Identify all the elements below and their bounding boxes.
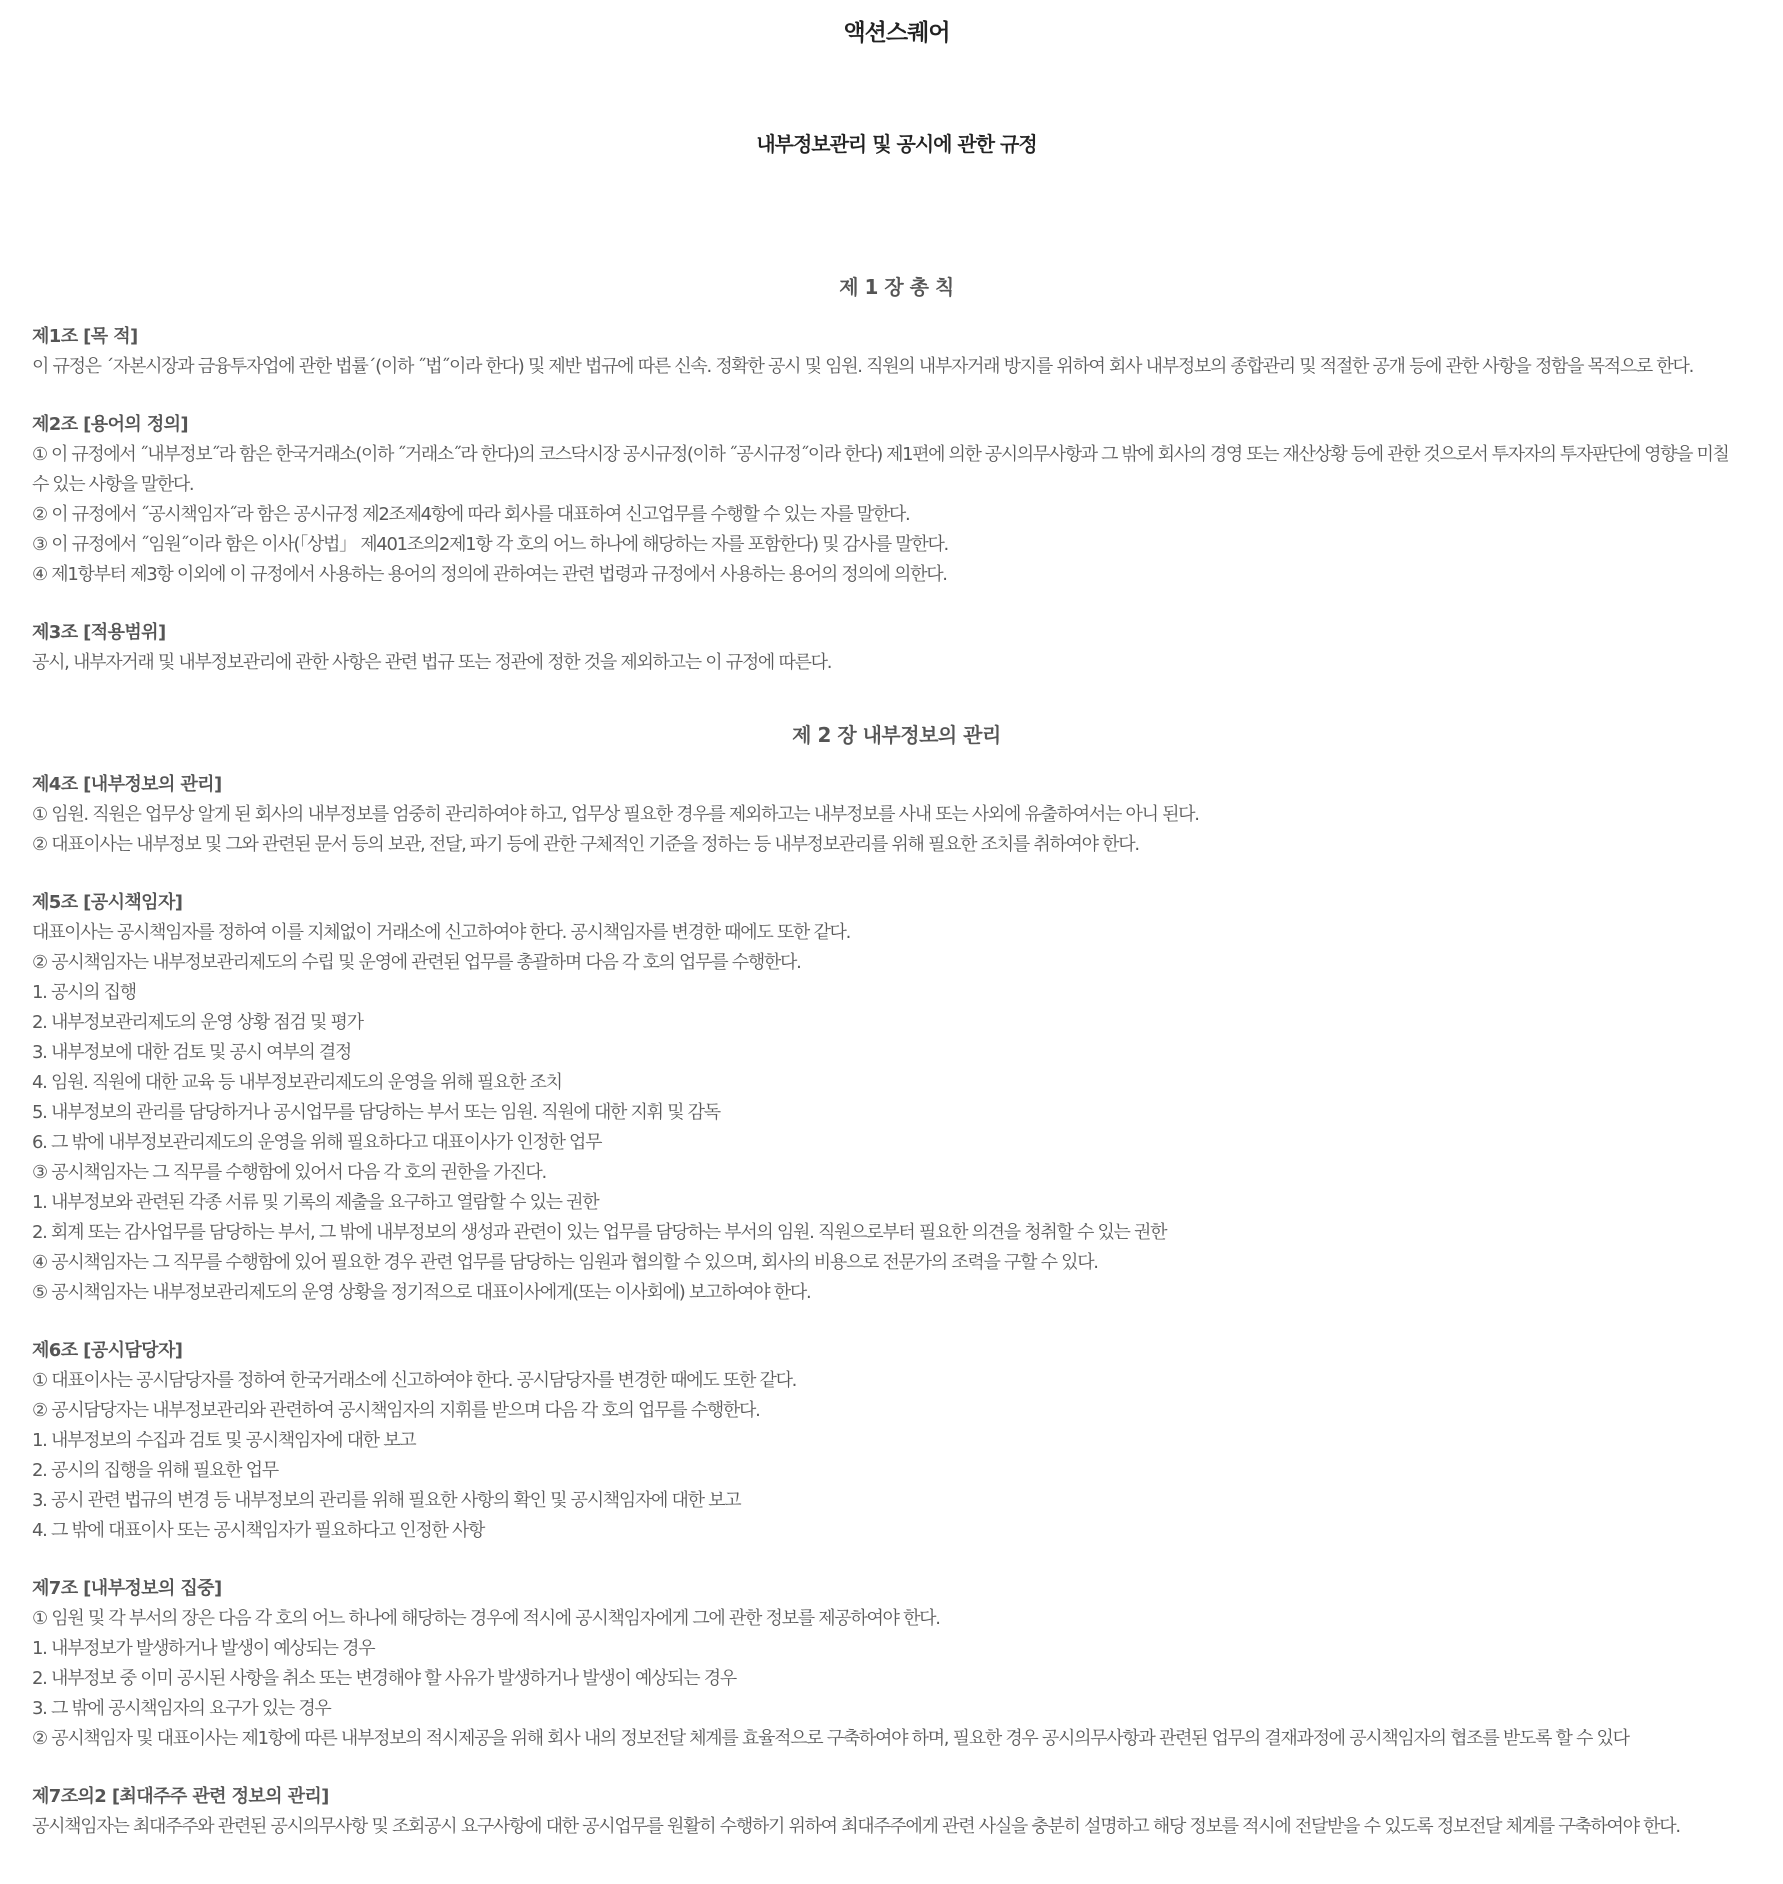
- article-text: 3. 그 밖에 공시책임자의 요구가 있는 경우: [32, 1698, 331, 1719]
- article-text: 1. 공시의 집행: [32, 982, 136, 1003]
- article-text: ⑤ 공시책임자는 내부정보관리제도의 운영 상황을 정기적으로 대표이사에게(또는 이사회에) 보고하여야 한다.: [32, 1282, 811, 1303]
- article-text: 3. 공시 관련 법규의 변경 등 내부정보의 관리를 위해 필요한 사항의 확인 및 공시책임자에 대한 보고: [32, 1490, 741, 1511]
- article-text: 1. 내부정보가 발생하거나 발생이 예상되는 경우: [32, 1638, 375, 1659]
- article-4: [32, 770, 1761, 860]
- article-text: ② 공시책임자는 내부정보관리제도의 수립 및 운영에 관련된 업무를 총괄하며 다음 각 호의 업무를 수행한다.: [32, 952, 801, 973]
- article-text: 1. 내부정보와 관련된 각종 서류 및 기록의 제출을 요구하고 열람할 수 있는 권한: [32, 1192, 599, 1213]
- article-text: ④ 제1항부터 제3항 이외에 이 규정에서 사용하는 용어의 정의에 관하여는 관련 법령과 규정에서 사용하는 용어의 정의에 의한다.: [32, 564, 947, 585]
- document-title: 내부정보관리 및 공시에 관한 규정: [756, 132, 1037, 156]
- article-text: 공시, 내부자거래 및 내부정보관리에 관한 사항은 관련 법규 또는 정관에 정한 것을 제외하고는 이 규정에 따른다.: [32, 652, 832, 673]
- article-text: 3. 내부정보에 대한 검토 및 공시 여부의 결정: [32, 1042, 352, 1063]
- article-heading: 제4조 [내부정보의 관리]: [32, 774, 222, 795]
- article-text: 이 규정은 ´자본시장과 금융투자업에 관한 법률´(이하 ˝법˝이라 한다) 및 제반 법규에 따른 신속. 정확한 공시 및 임원. 직원의 내부자거래 방지를 위하여 회사 내부정보의 종합관리 및 적절한 공개 등에 관한 사항을 정함을 목적으로 한다.: [32, 356, 1694, 377]
- article-text: 대표이사는 공시책임자를 정하여 이를 지체없이 거래소에 신고하여야 한다. 공시책임자를 변경한 때에도 또한 같다.: [32, 922, 851, 943]
- article-2: [32, 410, 1761, 590]
- article-heading: 제1조 [목 적]: [32, 326, 138, 347]
- article-text: ② 이 규정에서 ˝공시책임자˝라 함은 공시규정 제2조제4항에 따라 회사를 대표하여 신고업무를 수행할 수 있는 자를 말한다.: [32, 504, 910, 525]
- article-7: [32, 1574, 1761, 1754]
- article-text: ② 대표이사는 내부정보 및 그와 관련된 문서 등의 보관, 전달, 파기 등에 관한 구체적인 기준을 정하는 등 내부정보관리를 위해 필요한 조치를 취하여야 한다.: [32, 834, 1139, 855]
- article-6: [32, 1336, 1761, 1546]
- article-7-2: [32, 1782, 1761, 1842]
- article-heading: 제7조 [내부정보의 집중]: [32, 1578, 222, 1599]
- article-text: 공시책임자는 최대주주와 관련된 공시의무사항 및 조회공시 요구사항에 대한 공시업무를 원활히 수행하기 위하여 최대주주에게 관련 사실을 충분히 설명하고 해당 정보를 적시에 전달받을 수 있도록 정보전달 체계를 구축하여야 한다.: [32, 1816, 1680, 1837]
- article-1: [32, 322, 1761, 382]
- company-name: 액션스퀘어: [843, 20, 950, 46]
- article-heading: 제2조 [용어의 정의]: [32, 414, 189, 435]
- article-text: 2. 회계 또는 감사업무를 담당하는 부서, 그 밖에 내부정보의 생성과 관련이 있는 업무를 담당하는 부서의 임원. 직원으로부터 필요한 의견을 청취할 수 있는 권한: [32, 1222, 1167, 1243]
- article-text: 1. 내부정보의 수집과 검토 및 공시책임자에 대한 보고: [32, 1430, 416, 1451]
- chapter-title: 제 1 장 총 칙: [839, 275, 954, 299]
- article-text: 4. 그 밖에 대표이사 또는 공시책임자가 필요하다고 인정한 사항: [32, 1520, 485, 1541]
- article-text: ④ 공시책임자는 그 직무를 수행함에 있어 필요한 경우 관련 업무를 담당하는 임원과 협의할 수 있으며, 회사의 비용으로 전문가의 조력을 구할 수 있다.: [32, 1252, 1098, 1273]
- article-text: ① 임원 및 각 부서의 장은 다음 각 호의 어느 하나에 해당하는 경우에 적시에 공시책임자에게 그에 관한 정보를 제공하여야 한다.: [32, 1608, 940, 1629]
- article-text: ③ 공시책임자는 그 직무를 수행함에 있어서 다음 각 호의 권한을 가진다.: [32, 1162, 546, 1183]
- article-3: [32, 618, 1761, 678]
- chapter-title: 제 2 장 내부정보의 관리: [792, 723, 1001, 747]
- article-text: ② 공시책임자 및 대표이사는 제1항에 따른 내부정보의 적시제공을 위해 회사 내의 정보전달 체계를 효율적으로 구축하여야 하며, 필요한 경우 공시의무사항과 관련된 업무의 결재과정에 공시책임자의 협조를 받도록 할 수 있다: [32, 1728, 1629, 1749]
- article-text: 2. 공시의 집행을 위해 필요한 업무: [32, 1460, 278, 1481]
- chapter-2: [32, 720, 1761, 1842]
- article-heading: 제6조 [공시담당자]: [32, 1340, 183, 1361]
- article-text: ① 임원. 직원은 업무상 알게 된 회사의 내부정보를 엄중히 관리하여야 하고, 업무상 필요한 경우를 제외하고는 내부정보를 사내 또는 사외에 유출하여서는 아니 된다.: [32, 804, 1199, 825]
- article-text: ② 공시담당자는 내부정보관리와 관련하여 공시책임자의 지휘를 받으며 다음 각 호의 업무를 수행한다.: [32, 1400, 760, 1421]
- article-text: ① 이 규정에서 ˝내부정보˝라 함은 한국거래소(이하 ˝거래소˝라 한다)의 코스닥시장 공시규정(이하 ˝공시규정˝이라 한다) 제1편에 의한 공시의무사항과 그 밖에 회사의 경영 또는 재산상황 등에 관한 것으로서 투자자의 투자판단에 영향을 미칠 수 있는 사항을 말한다.: [32, 444, 1729, 495]
- chapter-1: [32, 272, 1761, 678]
- article-text: 6. 그 밖에 내부정보관리제도의 운영을 위해 필요하다고 대표이사가 인정한 업무: [32, 1132, 602, 1153]
- article-text: ③ 이 규정에서 ˝임원˝이라 함은 이사(「상법」 제401조의2제1항 각 호의 어느 하나에 해당하는 자를 포함한다) 및 감사를 말한다.: [32, 534, 948, 555]
- article-text: 4. 임원. 직원에 대한 교육 등 내부정보관리제도의 운영을 위해 필요한 조치: [32, 1072, 562, 1093]
- article-heading: 제5조 [공시책임자]: [32, 892, 183, 913]
- article-text: 2. 내부정보 중 이미 공시된 사항을 취소 또는 변경해야 할 사유가 발생하거나 발생이 예상되는 경우: [32, 1668, 736, 1689]
- article-text: 2. 내부정보관리제도의 운영 상황 점검 및 평가: [32, 1012, 363, 1033]
- article-5: [32, 888, 1761, 1308]
- article-text: ① 대표이사는 공시담당자를 정하여 한국거래소에 신고하여야 한다. 공시담당자를 변경한 때에도 또한 같다.: [32, 1370, 797, 1391]
- article-heading: 제3조 [적용범위]: [32, 622, 166, 643]
- article-text: 5. 내부정보의 관리를 담당하거나 공시업무를 담당하는 부서 또는 임원. 직원에 대한 지휘 및 감독: [32, 1102, 720, 1123]
- article-heading: 제7조의2 [최대주주 관련 정보의 관리]: [32, 1786, 329, 1807]
